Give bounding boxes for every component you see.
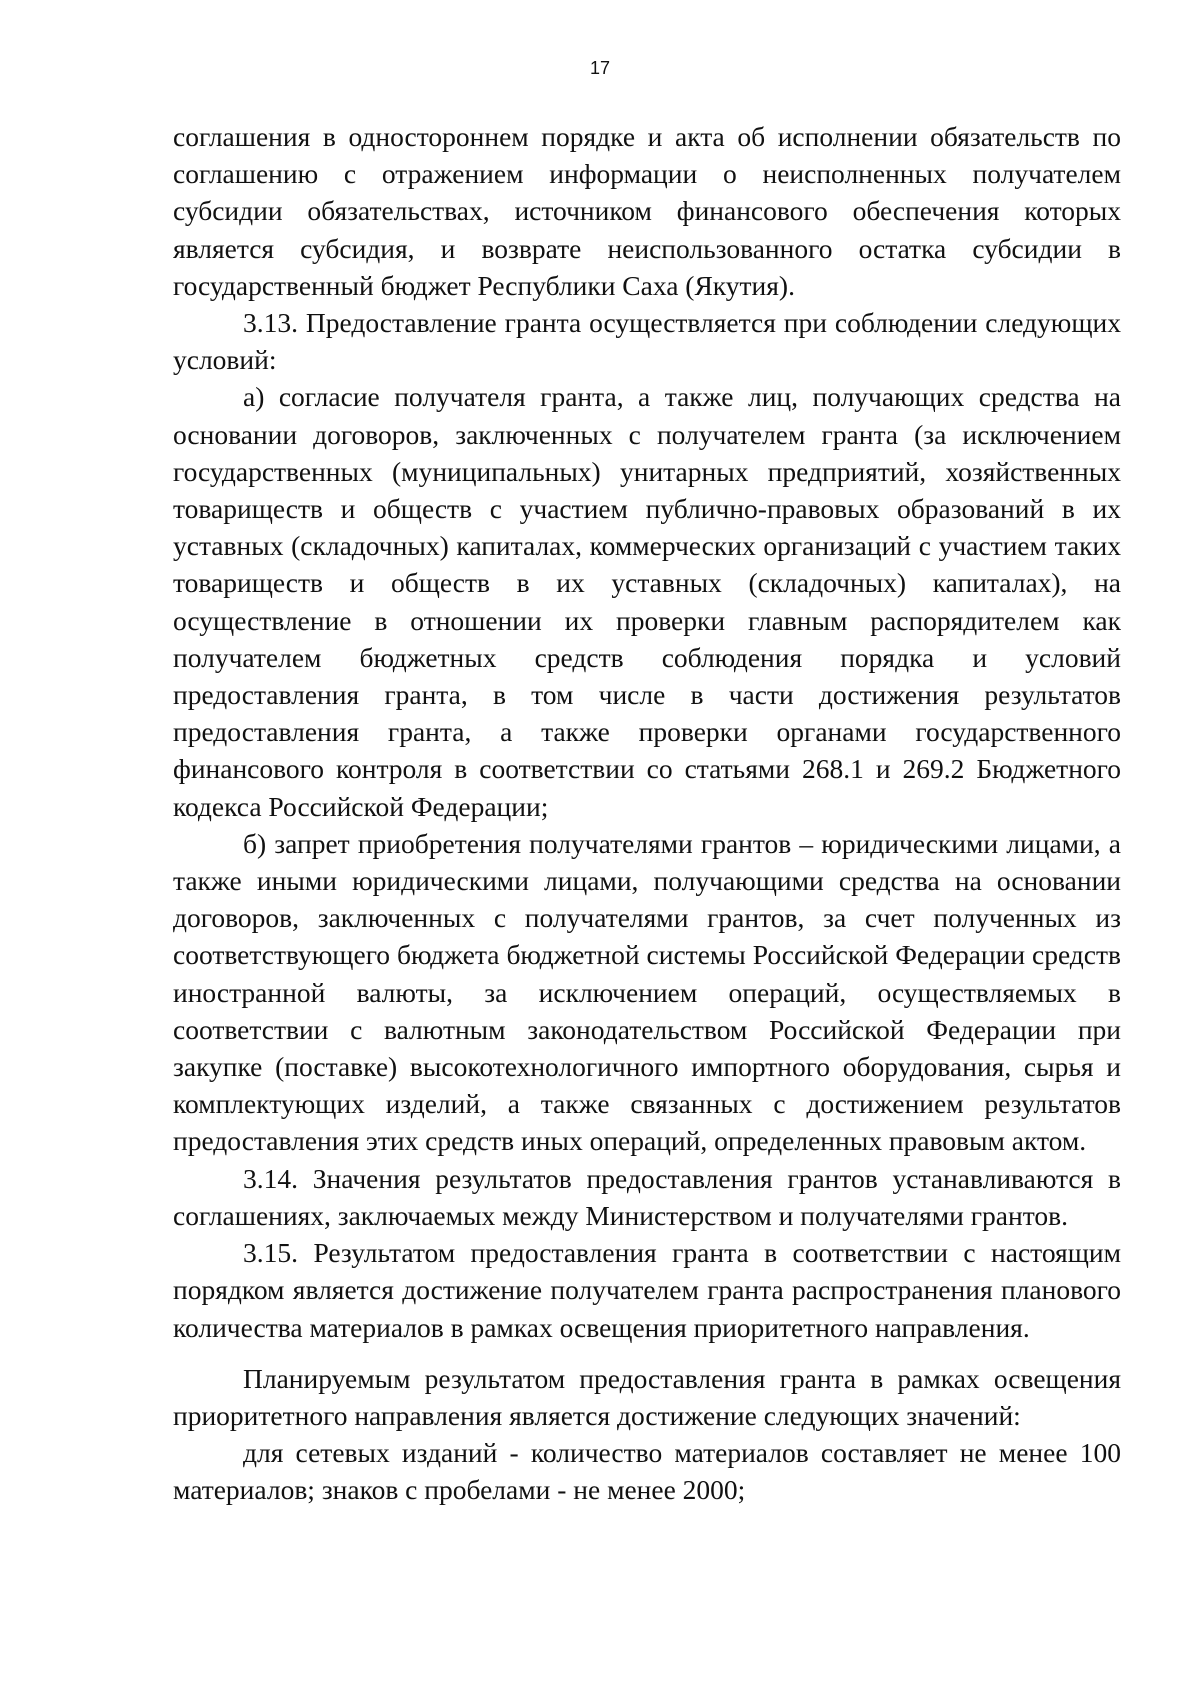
paragraph-3-15: 3.15. Результатом предоставления гранта в соответствии с настоящим порядком является достижение получателем гранта распространения планового количества материалов в рамках освещения приоритетного направления. (173, 1237, 1121, 1343)
page-number: 17 (589, 58, 611, 78)
paragraph-condition-b: б) запрет приобретения получателями грантов – юридическими лицами, а также иными юридическими лицами, получающими средства на основании договоров, заключенных с получателями грантов, за счет полученных из соответствующего бюджета бюджетной системы Российской Федерации средств иностранной валюты, за исключением операций, осуществляемых в соответствии с валютным законодательством Российской Федерации при закупке (поставке) высокотехнологичного импортного оборудования, сырья и комплектующих изделий, а также связанных с достижением результатов предоставления этих средств иных операций, определенных правовым актом. (173, 827, 1121, 1157)
paragraph-3-14: 3.14. Значения результатов предоставления грантов устанавливаются в соглашениях, заключаемых между Министерством и получателями грантов. (173, 1162, 1121, 1231)
paragraph-condition-a: а) согласие получателя гранта, а также лиц, получающих средства на основании договоров, заключенных с получателем гранта (за исключением государственных (муниципальных) унитарных предприятий, хозяйственных товариществ и обществ с участием публично-правовых образований в их уставных (складочных) капиталах, коммерческих организаций с участием таких товариществ и обществ в их уставных (складочных) капиталах), на осуществление в отношении их проверки главным распорядителем как получателем бюджетных средств соблюдения порядка и условий предоставления гранта, в том числе в части достижения результатов предоставления гранта, а также проверки органами государственного финансового контроля в соответствии со статьями 268.1 и 269.2 Бюджетного кодекса Российской Федерации; (173, 381, 1121, 822)
paragraph-network-media: для сетевых изданий - количество материалов составляет не менее 100 материалов; знаков с пробелами - не менее 2000; (173, 1437, 1121, 1506)
paragraph-planned-result: Планируемым результатом предоставления гранта в рамках освещения приоритетного направления является достижение следующих значений: (173, 1362, 1121, 1431)
paragraph-agreement-termination: соглашения в одностороннем порядке и акта об исполнении обязательств по соглашению с отражением информации о неисполненных получателем субсидии обязательствах, источником финансового обеспечения которых является субсидия, и возврате неиспользованного остатка субсидии в государственный бюджет Республики Саха (Якутия). (173, 121, 1121, 301)
paragraph-3-13: 3.13. Предоставление гранта осуществляется при соблюдении следующих условий: (173, 307, 1121, 376)
document-body (173, 118, 1121, 1509)
